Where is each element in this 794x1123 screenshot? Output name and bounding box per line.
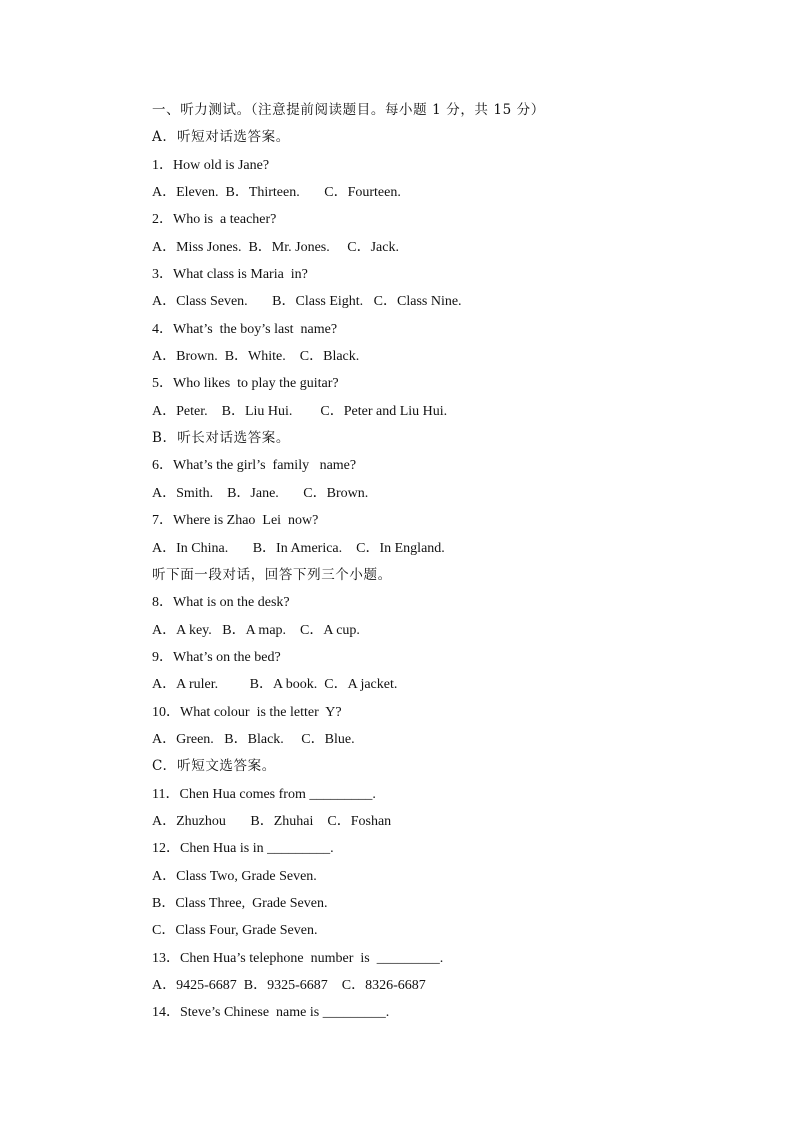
part-b-heading: B. 听长对话选答案。 (152, 430, 290, 447)
question-1-options: A．Eleven. B．Thirteen. C．Fourteen. (152, 185, 401, 201)
question-12: 12．Chen Hua is in _________. (152, 841, 334, 857)
question-5-options: A．Peter. B．Liu Hui. C．Peter and Liu Hui. (152, 403, 448, 419)
question-13-options: A．9425-6687 B．9325-6687 C．8326-6687 (152, 978, 426, 993)
question-6: 6．What’s the girl’s family name? (152, 458, 357, 474)
question-12-option-c: C．Class Four, Grade Seven. (152, 923, 318, 939)
question-11: 11．Chen Hua comes from _________. (152, 786, 376, 802)
question-9-options: A．A ruler. B．A book. C．A jacket. (152, 677, 398, 693)
question-11-options: A．Zhuzhou B．Zhuhai C．Foshan (152, 813, 392, 829)
section-heading: 一、听力测试。（注意提前阅读题目。每小题 1 分，共 15 分） (152, 102, 545, 118)
question-10-options: A．Green. B．Black. C．Blue. (152, 731, 355, 747)
question-8-options: A．A key. B．A map. C．A cup. (152, 622, 360, 638)
listening-test-section (152, 97, 672, 1027)
question-9: 9．What’s on the bed? (152, 649, 281, 665)
question-5: 5．Who likes to play the guitar? (152, 376, 339, 392)
part-a-heading: A. 听短对话选答案。 (152, 129, 290, 146)
question-1: 1．How old is Jane? (152, 157, 270, 173)
part-c-heading: C. 听短文选答案。 (152, 758, 276, 775)
question-4-options: A．Brown. B．White. C．Black. (152, 349, 360, 365)
question-3: 3．What class is Maria in? (152, 267, 308, 283)
question-4: 4．What’s the boy’s last name? (152, 321, 338, 337)
question-12-option-b: B．Class Three, Grade Seven. (152, 895, 328, 911)
question-14: 14．Steve’s Chinese name is _________. (152, 1005, 390, 1021)
question-3-options: A．Class Seven. B．Class Eight. C．Class Nine. (152, 294, 462, 310)
question-6-options: A．Smith. B．Jane. C．Brown. (152, 485, 369, 501)
question-10: 10．What colour is the letter Y? (152, 704, 342, 720)
question-2: 2．Who is a teacher? (152, 212, 277, 228)
question-12-option-a: A．Class Two, Grade Seven. (152, 868, 317, 884)
dialogue-instruction: 听下面一段对话，回答下列三个小题。 (152, 566, 392, 583)
question-7-options: A．In China. B．In America. C．In England. (152, 540, 445, 556)
question-7: 7．Where is Zhao Lei now? (152, 513, 319, 529)
question-2-options: A．Miss Jones. B．Mr. Jones. C．Jack. (152, 239, 399, 255)
question-13: 13．Chen Hua’s telephone number is _________. (152, 950, 444, 966)
question-8: 8．What is on the desk? (152, 595, 290, 611)
